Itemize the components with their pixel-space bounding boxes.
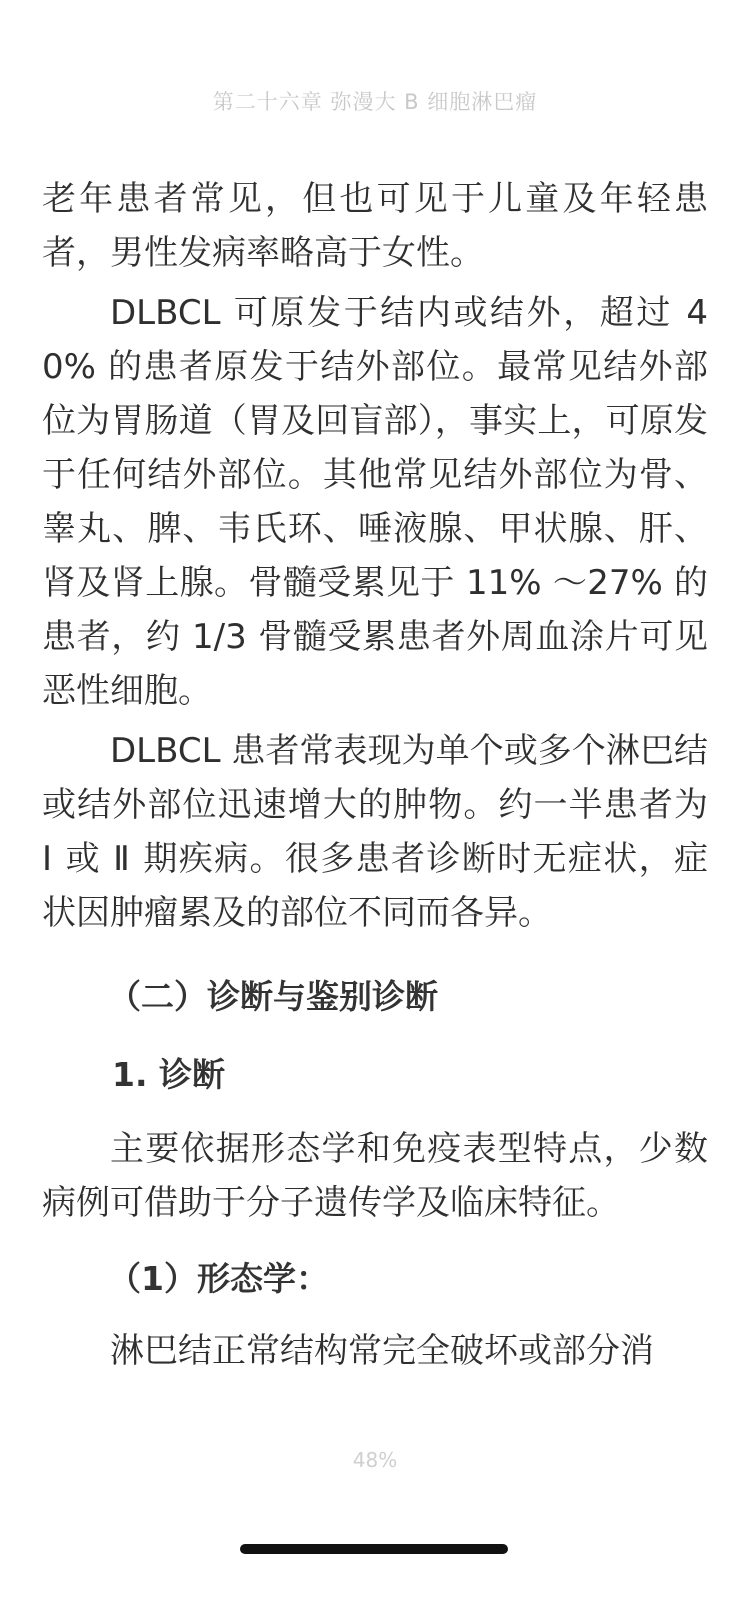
paragraph-5: 淋巴结正常结构常完全破坏或部分消 <box>110 1331 654 1371</box>
paragraph-2: DLBCL 可原发于结内或结外，超过 40% 的患者原发于结外部位。最常见结外部位为胃肠道（胃及回盲部），事实上，可原发于任何结外部位。其他常见结外部位为骨、睾丸、脾、韦氏环、唾液腺、甲状腺、肝、肾及肾上腺。骨髓受累见于 11% ～27% 的患者，约 1/3 骨髓受累患者外周血涂片可见恶性细胞。 <box>42 293 708 711</box>
subsection-heading: 1. 诊断 <box>112 1055 225 1094</box>
section-heading: （二）诊断与鉴别诊断 <box>108 977 438 1016</box>
paragraph-1: 老年患者常见，但也可见于儿童及年轻患者，男性发病率略高于女性。 <box>42 179 708 273</box>
paragraph-3: DLBCL 患者常表现为单个或多个淋巴结或结外部位迅速增大的肿物。约一半患者为 Ⅰ 或 Ⅱ 期疾病。很多患者诊断时无症状，症状因肿瘤累及的部位不同而各异。 <box>42 731 708 933</box>
paragraph-4: 主要依据形态学和免疫表型特点，少数病例可借助于分子遗传学及临床特征。 <box>42 1129 708 1223</box>
item-heading: （1）形态学： <box>108 1259 329 1298</box>
home-indicator[interactable] <box>240 1544 508 1554</box>
reading-progress: 48% <box>352 1448 398 1472</box>
chapter-title: 第二十六章 弥漫大 B 细胞淋巴瘤 <box>212 90 538 114</box>
reading-content[interactable] <box>42 172 708 1384</box>
